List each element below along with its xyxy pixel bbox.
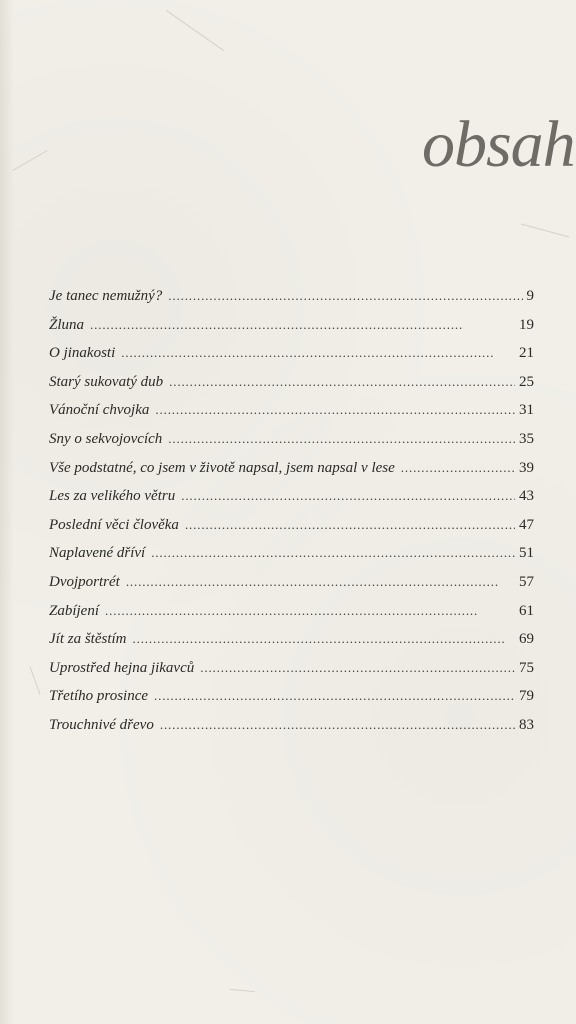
toc-entry — [49, 511, 534, 540]
toc-entry — [49, 682, 534, 711]
toc-dot-leader — [168, 282, 522, 311]
toc-dot-leader — [90, 311, 515, 340]
toc-dot-leader — [200, 654, 515, 683]
toc-entry-page-number: 31 — [519, 402, 534, 419]
paper-fiber — [12, 150, 47, 171]
toc-entry — [49, 625, 534, 654]
toc-entry — [49, 454, 534, 483]
toc-entry-title: Uprostřed hejna jikavců — [49, 659, 195, 676]
toc-entry-page-number: 25 — [519, 373, 534, 390]
toc-entry-page-number: 69 — [519, 631, 534, 648]
toc-entry — [49, 482, 534, 511]
toc-entry-title: Vše podstatné, co jsem v životě napsal, jsem napsal v lese — [49, 459, 395, 476]
toc-dot-leader — [151, 539, 515, 568]
paper-fiber — [521, 224, 570, 238]
toc-dot-leader — [121, 339, 515, 368]
toc-entry — [49, 654, 534, 683]
toc-entry-page-number: 83 — [519, 716, 534, 733]
toc-entry-page-number: 21 — [519, 345, 534, 362]
toc-entry — [49, 597, 534, 626]
toc-dot-leader — [185, 511, 515, 540]
toc-dot-leader — [126, 568, 515, 597]
paper-fiber — [29, 666, 40, 695]
toc-entry-page-number: 51 — [519, 545, 534, 562]
toc-entry — [49, 339, 534, 368]
toc-entry — [49, 396, 534, 425]
page-title: obsah — [422, 108, 575, 181]
toc-entry-title: Žluna — [49, 316, 85, 333]
toc-entry-page-number: 35 — [519, 430, 534, 447]
toc-entry-page-number: 61 — [519, 602, 534, 619]
toc-entry-title: Třetího prosince — [49, 688, 149, 705]
toc-entry — [49, 425, 534, 454]
toc-entry-page-number: 79 — [519, 688, 534, 705]
toc-dot-leader — [160, 711, 515, 740]
toc-entry-page-number: 75 — [519, 659, 534, 676]
toc-entry-title: Naplavené dříví — [49, 545, 146, 562]
toc-dot-leader — [154, 682, 515, 711]
page-edge-shadow — [0, 0, 14, 1024]
toc-entry-title: Trouchnivé dřevo — [49, 716, 154, 733]
toc-entry-page-number: 39 — [519, 459, 534, 476]
toc-entry-title: Vánoční chvojka — [49, 402, 150, 419]
toc-dot-leader — [133, 625, 516, 654]
toc-dot-leader — [105, 597, 515, 626]
toc-entry — [49, 539, 534, 568]
toc-entry — [49, 282, 534, 311]
toc-dot-leader — [168, 425, 515, 454]
toc-entry — [49, 311, 534, 340]
toc-entry-page-number: 9 — [526, 288, 534, 304]
toc-entry-page-number: 57 — [519, 573, 534, 590]
toc-entry-title: O jinakosti — [49, 345, 116, 362]
toc-entry — [49, 568, 534, 597]
toc-dot-leader — [155, 396, 515, 425]
toc-entry-title: Les za velikého větru — [49, 488, 176, 505]
paper-fiber — [230, 989, 255, 992]
toc-dot-leader — [181, 482, 515, 511]
toc-entry-page-number: 43 — [519, 488, 534, 505]
paper-fiber — [166, 10, 224, 51]
toc-dot-leader — [169, 368, 515, 397]
toc-entry-page-number: 19 — [519, 316, 534, 333]
toc-entry — [49, 368, 534, 397]
toc-entry-title: Jít za štěstím — [49, 631, 127, 648]
toc-entry-title: Sny o sekvojovcích — [49, 430, 163, 447]
toc-entry-title: Starý sukovatý dub — [49, 373, 164, 390]
toc-entry-title: Zabíjení — [49, 602, 100, 619]
toc-dot-leader — [401, 454, 515, 483]
table-of-contents — [49, 282, 534, 740]
toc-entry — [49, 711, 534, 740]
toc-entry-title: Poslední věci člověka — [49, 516, 179, 533]
toc-entry-title: Je tanec nemužný? — [49, 288, 163, 304]
toc-entry-title: Dvojportrét — [49, 573, 120, 590]
toc-entry-page-number: 47 — [519, 516, 534, 533]
